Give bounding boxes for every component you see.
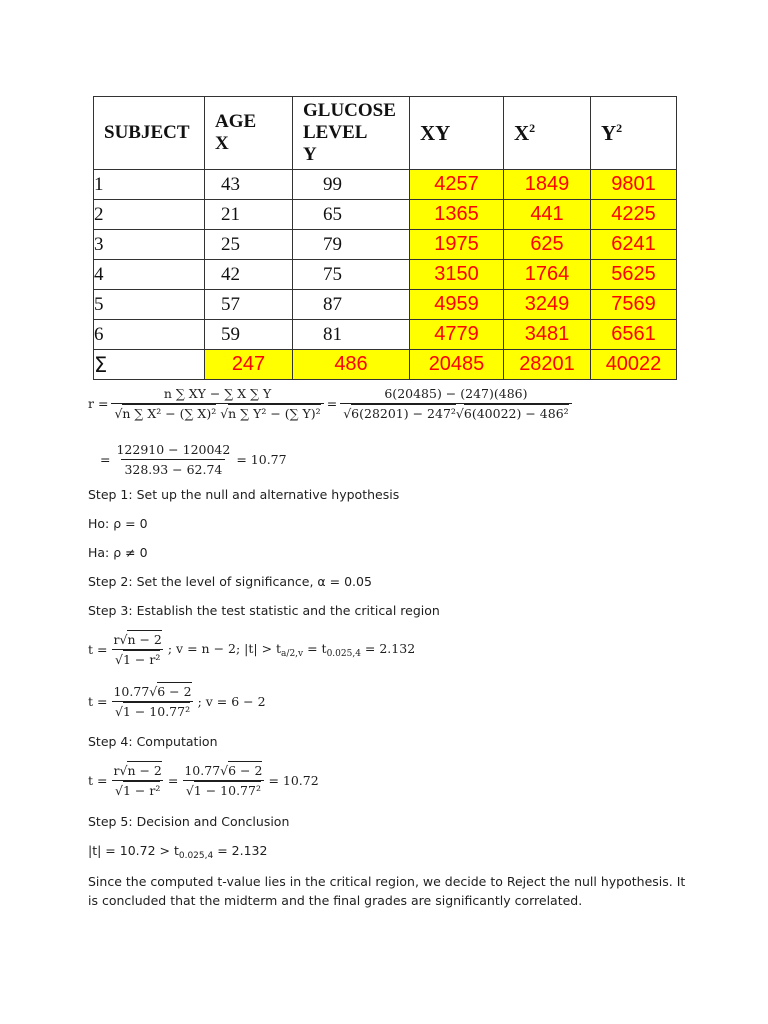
formula-r2-denominator: 328.93 − 62.74 xyxy=(121,459,225,477)
cell-xy: 4779 xyxy=(410,320,504,350)
step-2: Step 2: Set the level of significance, α = 0.05 xyxy=(88,574,372,589)
cell-glucose: 87 xyxy=(293,290,410,320)
cell-subject: 2 xyxy=(94,200,205,230)
formula-r-sub-denominator: √6(28201) − 247²√6(40022) − 486² xyxy=(340,403,571,421)
cell-age: 21 xyxy=(205,200,293,230)
formula-r-numerator: n ∑ XY − ∑ X ∑ Y xyxy=(163,386,272,401)
t2-denominator: √1 − 10.77² xyxy=(112,701,193,719)
cell-xy: 4959 xyxy=(410,290,504,320)
t3-fraction xyxy=(110,763,164,798)
formula-t-computation xyxy=(88,763,319,798)
formula-r2-result: = 10.77 xyxy=(236,452,287,467)
cell-age: 25 xyxy=(205,230,293,260)
formula-r xyxy=(88,386,575,421)
cell-glucose: 81 xyxy=(293,320,410,350)
formula-decision: $|t| = 10.72 > t_{0.025,4} = 2.132$ xyxy=(88,843,268,861)
t3-fraction-2 xyxy=(181,763,265,798)
cell-glucose: 65 xyxy=(293,200,410,230)
t3-denominator: √1 − r² xyxy=(112,780,163,798)
formula-r-substituted xyxy=(340,386,571,421)
header-y-squared: $Y^2$ xyxy=(591,97,677,170)
table-totals-row xyxy=(94,350,677,380)
t2-rest: ; v = 6 − 2 xyxy=(197,694,266,709)
step-4: Step 4: Computation xyxy=(88,734,218,749)
total-x-squared: 28201 xyxy=(504,350,591,380)
formula-r-equals: = xyxy=(326,396,338,411)
table-row xyxy=(94,170,677,200)
total-xy: 20485 xyxy=(410,350,504,380)
cell-xy: 3150 xyxy=(410,260,504,290)
cell-x-squared: 441 xyxy=(504,200,591,230)
total-age: 247 xyxy=(205,350,293,380)
cell-subject: 4 xyxy=(94,260,205,290)
null-hypothesis: Ho: ρ = 0 xyxy=(88,516,148,531)
cell-glucose: 75 xyxy=(293,260,410,290)
cell-age: 42 xyxy=(205,260,293,290)
formula-t-substituted xyxy=(88,684,266,719)
t1-fraction xyxy=(110,632,164,667)
t3-lhs: t = xyxy=(88,773,108,788)
cell-x-squared: 625 xyxy=(504,230,591,260)
cell-age: 57 xyxy=(205,290,293,320)
header-x-squared: $X^2$ xyxy=(504,97,591,170)
formula-r2-equals: = xyxy=(100,452,111,467)
cell-y-squared: 4225 xyxy=(591,200,677,230)
table-row xyxy=(94,200,677,230)
total-y-squared: 40022 xyxy=(591,350,677,380)
cell-xy: 1975 xyxy=(410,230,504,260)
header-age: AGE X xyxy=(205,97,293,170)
formula-r-result xyxy=(100,442,287,477)
alternative-hypothesis: Ha: ρ ≠ 0 xyxy=(88,545,148,560)
t1-denominator: √1 − r² xyxy=(112,649,163,667)
cell-glucose: 79 xyxy=(293,230,410,260)
formula-t-critical xyxy=(88,632,415,667)
t3-numerator: r√n − 2 xyxy=(113,763,162,778)
cell-subject: 3 xyxy=(94,230,205,260)
cell-subject: 1 xyxy=(94,170,205,200)
step-3: Step 3: Establish the test statistic and the critical region xyxy=(88,603,440,618)
cell-subject: 5 xyxy=(94,290,205,320)
t1-rest: ; v = n − 2; $|t| > t_{a/2,v} = t_{0.025,4} = 2.132$ xyxy=(167,640,416,659)
cell-age: 59 xyxy=(205,320,293,350)
t3-numerator-2: 10.77√6 − 2 xyxy=(184,763,263,778)
cell-x-squared: 3249 xyxy=(504,290,591,320)
total-glucose: 486 xyxy=(293,350,410,380)
cell-age: 43 xyxy=(205,170,293,200)
formula-r2-numerator: 122910 − 120042 xyxy=(116,442,231,457)
formula-r-fraction xyxy=(111,386,323,421)
formula-r-denominator: √n ∑ X² − (∑ X)² √n ∑ Y² − (∑ Y)² xyxy=(111,403,323,421)
header-xy: XY xyxy=(410,97,504,170)
cell-xy: 1365 xyxy=(410,200,504,230)
cell-y-squared: 6241 xyxy=(591,230,677,260)
t3-result: = 10.72 xyxy=(268,773,319,788)
t1-numerator: r√n − 2 xyxy=(113,632,162,647)
t2-fraction xyxy=(110,684,194,719)
cell-x-squared: 1849 xyxy=(504,170,591,200)
formula-r-lhs: r = xyxy=(88,396,109,411)
cell-subject: 6 xyxy=(94,320,205,350)
t2-lhs: t = xyxy=(88,694,108,709)
table-header-row xyxy=(94,97,677,170)
cell-y-squared: 9801 xyxy=(591,170,677,200)
correlation-table xyxy=(93,96,677,380)
formula-r-sub-numerator: 6(20485) − (247)(486) xyxy=(384,386,528,401)
sum-symbol: Σ xyxy=(94,350,205,380)
table-row xyxy=(94,260,677,290)
table-row xyxy=(94,320,677,350)
t2-numerator: 10.77√6 − 2 xyxy=(113,684,192,699)
formula-r2-fraction xyxy=(113,442,233,477)
table-row xyxy=(94,290,677,320)
t3-denominator-2: √1 − 10.77² xyxy=(183,780,264,798)
conclusion-paragraph: Since the computed t-value lies in the critical region, we decide to Reject the null hypothesis. It is concluded that the midterm and the final grades are significantly correlated. xyxy=(88,874,686,908)
table-row xyxy=(94,230,677,260)
t1-lhs: t = xyxy=(88,642,108,657)
step-5: Step 5: Decision and Conclusion xyxy=(88,814,290,829)
cell-glucose: 99 xyxy=(293,170,410,200)
t3-equals: = xyxy=(167,773,179,788)
cell-y-squared: 5625 xyxy=(591,260,677,290)
header-subject: SUBJECT xyxy=(94,97,205,170)
cell-y-squared: 7569 xyxy=(591,290,677,320)
step-1: Step 1: Set up the null and alternative hypothesis xyxy=(88,487,400,502)
cell-x-squared: 1764 xyxy=(504,260,591,290)
header-glucose: GLUCOSE LEVEL Y xyxy=(293,97,410,170)
cell-x-squared: 3481 xyxy=(504,320,591,350)
cell-y-squared: 6561 xyxy=(591,320,677,350)
cell-xy: 4257 xyxy=(410,170,504,200)
